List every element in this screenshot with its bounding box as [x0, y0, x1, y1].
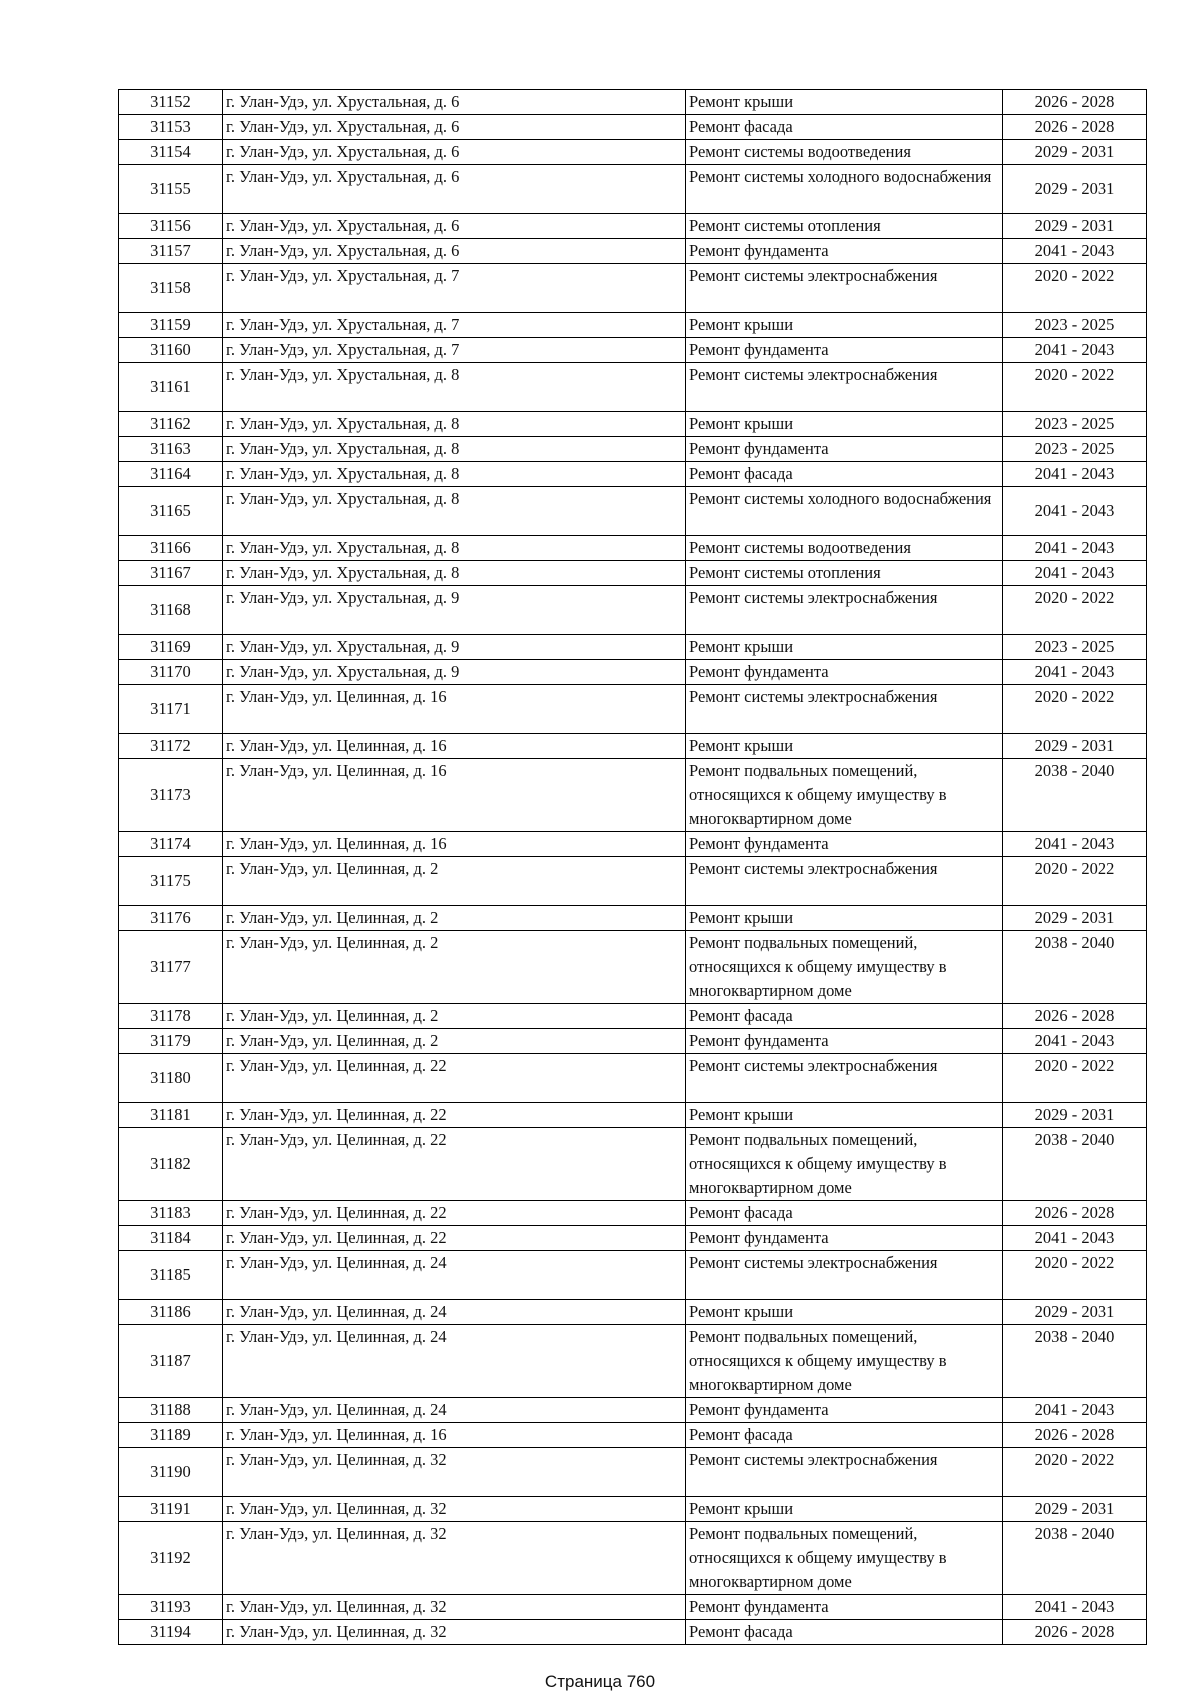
- row-number-cell: 31163: [119, 437, 223, 462]
- table-row: [119, 165, 1147, 214]
- row-number-cell: 31190: [119, 1448, 223, 1497]
- address-cell: г. Улан-Удэ, ул. Хрустальная, д. 6: [223, 239, 686, 264]
- work-type-cell: Ремонт крыши: [686, 412, 1003, 437]
- work-type-cell: Ремонт подвальных помещений, относящихся к общему имуществу в многоквартирном доме: [686, 931, 1003, 1004]
- work-type-cell: Ремонт системы электроснабжения: [686, 685, 1003, 734]
- row-number-cell: 31170: [119, 660, 223, 685]
- row-number-cell: 31181: [119, 1103, 223, 1128]
- row-number-cell: 31179: [119, 1029, 223, 1054]
- address-cell: г. Улан-Удэ, ул. Целинная, д. 2: [223, 1004, 686, 1029]
- table-row: [119, 313, 1147, 338]
- address-cell: г. Улан-Удэ, ул. Хрустальная, д. 8: [223, 412, 686, 437]
- work-type-cell: Ремонт подвальных помещений, относящихся к общему имуществу в многоквартирном доме: [686, 1128, 1003, 1201]
- period-cell: 2026 - 2028: [1003, 115, 1147, 140]
- period-cell: 2029 - 2031: [1003, 165, 1147, 214]
- work-type-cell: Ремонт системы электроснабжения: [686, 586, 1003, 635]
- row-number-cell: 31178: [119, 1004, 223, 1029]
- period-cell: 2041 - 2043: [1003, 1398, 1147, 1423]
- work-type-cell: Ремонт крыши: [686, 906, 1003, 931]
- row-number-cell: 31160: [119, 338, 223, 363]
- table-row: [119, 1325, 1147, 1398]
- row-number-cell: 31169: [119, 635, 223, 660]
- period-cell: 2020 - 2022: [1003, 685, 1147, 734]
- table-row: [119, 1128, 1147, 1201]
- row-number-cell: 31184: [119, 1226, 223, 1251]
- period-cell: 2041 - 2043: [1003, 239, 1147, 264]
- work-type-cell: Ремонт системы водоотведения: [686, 140, 1003, 165]
- work-type-cell: Ремонт крыши: [686, 90, 1003, 115]
- period-cell: 2041 - 2043: [1003, 660, 1147, 685]
- period-cell: 2041 - 2043: [1003, 1226, 1147, 1251]
- period-cell: 2038 - 2040: [1003, 1325, 1147, 1398]
- address-cell: г. Улан-Удэ, ул. Целинная, д. 2: [223, 1029, 686, 1054]
- row-number-cell: 31159: [119, 313, 223, 338]
- work-type-cell: Ремонт системы отопления: [686, 561, 1003, 586]
- work-type-cell: Ремонт фундамента: [686, 1398, 1003, 1423]
- row-number-cell: 31161: [119, 363, 223, 412]
- row-number-cell: 31187: [119, 1325, 223, 1398]
- address-cell: г. Улан-Удэ, ул. Целинная, д. 22: [223, 1201, 686, 1226]
- row-number-cell: 31167: [119, 561, 223, 586]
- table-row: [119, 536, 1147, 561]
- work-type-cell: Ремонт фундамента: [686, 660, 1003, 685]
- table-row: [119, 1029, 1147, 1054]
- address-cell: г. Улан-Удэ, ул. Хрустальная, д. 9: [223, 660, 686, 685]
- period-cell: 2029 - 2031: [1003, 1300, 1147, 1325]
- row-number-cell: 31174: [119, 832, 223, 857]
- table-row: [119, 1497, 1147, 1522]
- address-cell: г. Улан-Удэ, ул. Целинная, д. 2: [223, 857, 686, 906]
- table-row: [119, 437, 1147, 462]
- period-cell: 2020 - 2022: [1003, 1054, 1147, 1103]
- work-type-cell: Ремонт подвальных помещений, относящихся к общему имуществу в многоквартирном доме: [686, 1325, 1003, 1398]
- row-number-cell: 31166: [119, 536, 223, 561]
- table-row: [119, 1251, 1147, 1300]
- period-cell: 2038 - 2040: [1003, 759, 1147, 832]
- row-number-cell: 31171: [119, 685, 223, 734]
- document-sheet: [118, 89, 1146, 1645]
- work-type-cell: Ремонт подвальных помещений, относящихся к общему имуществу в многоквартирном доме: [686, 759, 1003, 832]
- table-row: [119, 1595, 1147, 1620]
- period-cell: 2020 - 2022: [1003, 586, 1147, 635]
- work-type-cell: Ремонт системы электроснабжения: [686, 1448, 1003, 1497]
- row-number-cell: 31173: [119, 759, 223, 832]
- period-cell: 2041 - 2043: [1003, 487, 1147, 536]
- period-cell: 2026 - 2028: [1003, 90, 1147, 115]
- table-row: [119, 140, 1147, 165]
- address-cell: г. Улан-Удэ, ул. Хрустальная, д. 8: [223, 561, 686, 586]
- work-type-cell: Ремонт подвальных помещений, относящихся к общему имуществу в многоквартирном доме: [686, 1522, 1003, 1595]
- address-cell: г. Улан-Удэ, ул. Хрустальная, д. 6: [223, 140, 686, 165]
- row-number-cell: 31156: [119, 214, 223, 239]
- work-type-cell: Ремонт системы холодного водоснабжения: [686, 487, 1003, 536]
- row-number-cell: 31193: [119, 1595, 223, 1620]
- table-row: [119, 115, 1147, 140]
- period-cell: 2041 - 2043: [1003, 832, 1147, 857]
- table-row: [119, 1103, 1147, 1128]
- work-type-cell: Ремонт крыши: [686, 1103, 1003, 1128]
- address-cell: г. Улан-Удэ, ул. Целинная, д. 32: [223, 1620, 686, 1645]
- period-cell: 2038 - 2040: [1003, 1522, 1147, 1595]
- table-row: [119, 1522, 1147, 1595]
- period-cell: 2026 - 2028: [1003, 1423, 1147, 1448]
- period-cell: 2026 - 2028: [1003, 1201, 1147, 1226]
- table-row: [119, 857, 1147, 906]
- table-row: [119, 1620, 1147, 1645]
- work-type-cell: Ремонт фундамента: [686, 239, 1003, 264]
- table-row: [119, 1398, 1147, 1423]
- row-number-cell: 31158: [119, 264, 223, 313]
- address-cell: г. Улан-Удэ, ул. Хрустальная, д. 8: [223, 462, 686, 487]
- work-type-cell: Ремонт фундамента: [686, 338, 1003, 363]
- period-cell: 2029 - 2031: [1003, 214, 1147, 239]
- work-type-cell: Ремонт системы электроснабжения: [686, 363, 1003, 412]
- address-cell: г. Улан-Удэ, ул. Хрустальная, д. 6: [223, 115, 686, 140]
- period-cell: 2020 - 2022: [1003, 1448, 1147, 1497]
- period-cell: 2029 - 2031: [1003, 1103, 1147, 1128]
- period-cell: 2026 - 2028: [1003, 1620, 1147, 1645]
- period-cell: 2023 - 2025: [1003, 437, 1147, 462]
- row-number-cell: 31153: [119, 115, 223, 140]
- address-cell: г. Улан-Удэ, ул. Целинная, д. 22: [223, 1103, 686, 1128]
- address-cell: г. Улан-Удэ, ул. Целинная, д. 24: [223, 1398, 686, 1423]
- table-row: [119, 239, 1147, 264]
- table-row: [119, 660, 1147, 685]
- work-type-cell: Ремонт фундамента: [686, 1226, 1003, 1251]
- work-type-cell: Ремонт фасада: [686, 1004, 1003, 1029]
- table-row: [119, 412, 1147, 437]
- address-cell: г. Улан-Удэ, ул. Целинная, д. 22: [223, 1226, 686, 1251]
- row-number-cell: 31188: [119, 1398, 223, 1423]
- table-row: [119, 734, 1147, 759]
- table-row: [119, 1201, 1147, 1226]
- page-number: Страница 760: [544, 1672, 656, 1691]
- table-row: [119, 906, 1147, 931]
- row-number-cell: 31155: [119, 165, 223, 214]
- work-type-cell: Ремонт фасада: [686, 462, 1003, 487]
- work-type-cell: Ремонт крыши: [686, 313, 1003, 338]
- period-cell: 2020 - 2022: [1003, 363, 1147, 412]
- period-cell: 2023 - 2025: [1003, 635, 1147, 660]
- table-row: [119, 90, 1147, 115]
- address-cell: г. Улан-Удэ, ул. Хрустальная, д. 8: [223, 363, 686, 412]
- period-cell: 2041 - 2043: [1003, 561, 1147, 586]
- table-row: [119, 561, 1147, 586]
- row-number-cell: 31165: [119, 487, 223, 536]
- table-row: [119, 1300, 1147, 1325]
- address-cell: г. Улан-Удэ, ул. Целинная, д. 24: [223, 1325, 686, 1398]
- address-cell: г. Улан-Удэ, ул. Целинная, д. 32: [223, 1522, 686, 1595]
- address-cell: г. Улан-Удэ, ул. Целинная, д. 16: [223, 685, 686, 734]
- row-number-cell: 31186: [119, 1300, 223, 1325]
- work-type-cell: Ремонт системы электроснабжения: [686, 857, 1003, 906]
- period-cell: 2041 - 2043: [1003, 1029, 1147, 1054]
- work-type-cell: Ремонт крыши: [686, 635, 1003, 660]
- period-cell: 2029 - 2031: [1003, 734, 1147, 759]
- address-cell: г. Улан-Удэ, ул. Целинная, д. 22: [223, 1128, 686, 1201]
- address-cell: г. Улан-Удэ, ул. Целинная, д. 24: [223, 1300, 686, 1325]
- period-cell: 2020 - 2022: [1003, 264, 1147, 313]
- address-cell: г. Улан-Удэ, ул. Целинная, д. 32: [223, 1595, 686, 1620]
- table-body: [119, 90, 1147, 1645]
- row-number-cell: 31176: [119, 906, 223, 931]
- table-row: [119, 487, 1147, 536]
- address-cell: г. Улан-Удэ, ул. Целинная, д. 16: [223, 832, 686, 857]
- address-cell: г. Улан-Удэ, ул. Хрустальная, д. 9: [223, 586, 686, 635]
- table-row: [119, 214, 1147, 239]
- period-cell: 2026 - 2028: [1003, 1004, 1147, 1029]
- work-type-cell: Ремонт крыши: [686, 1497, 1003, 1522]
- period-cell: 2020 - 2022: [1003, 857, 1147, 906]
- table-row: [119, 931, 1147, 1004]
- address-cell: г. Улан-Удэ, ул. Хрустальная, д. 6: [223, 214, 686, 239]
- table-row: [119, 1004, 1147, 1029]
- row-number-cell: 31183: [119, 1201, 223, 1226]
- table-row: [119, 1423, 1147, 1448]
- work-type-cell: Ремонт системы водоотведения: [686, 536, 1003, 561]
- period-cell: 2041 - 2043: [1003, 1595, 1147, 1620]
- table-row: [119, 264, 1147, 313]
- table-row: [119, 338, 1147, 363]
- table-row: [119, 1226, 1147, 1251]
- work-type-cell: Ремонт фасада: [686, 1201, 1003, 1226]
- period-cell: 2023 - 2025: [1003, 313, 1147, 338]
- work-type-cell: Ремонт фундамента: [686, 832, 1003, 857]
- address-cell: г. Улан-Удэ, ул. Хрустальная, д. 9: [223, 635, 686, 660]
- work-type-cell: Ремонт системы отопления: [686, 214, 1003, 239]
- work-type-cell: Ремонт фундамента: [686, 1595, 1003, 1620]
- address-cell: г. Улан-Удэ, ул. Хрустальная, д. 6: [223, 90, 686, 115]
- work-type-cell: Ремонт фасада: [686, 115, 1003, 140]
- table-row: [119, 685, 1147, 734]
- work-type-cell: Ремонт фасада: [686, 1423, 1003, 1448]
- table-row: [119, 832, 1147, 857]
- address-cell: г. Улан-Удэ, ул. Хрустальная, д. 7: [223, 338, 686, 363]
- work-type-cell: Ремонт крыши: [686, 1300, 1003, 1325]
- address-cell: г. Улан-Удэ, ул. Целинная, д. 22: [223, 1054, 686, 1103]
- period-cell: 2041 - 2043: [1003, 536, 1147, 561]
- address-cell: г. Улан-Удэ, ул. Хрустальная, д. 8: [223, 536, 686, 561]
- row-number-cell: 31168: [119, 586, 223, 635]
- row-number-cell: 31177: [119, 931, 223, 1004]
- address-cell: г. Улан-Удэ, ул. Хрустальная, д. 6: [223, 165, 686, 214]
- row-number-cell: 31152: [119, 90, 223, 115]
- address-cell: г. Улан-Удэ, ул. Хрустальная, д. 8: [223, 487, 686, 536]
- address-cell: г. Улан-Удэ, ул. Целинная, д. 16: [223, 734, 686, 759]
- row-number-cell: 31192: [119, 1522, 223, 1595]
- row-number-cell: 31164: [119, 462, 223, 487]
- table-row: [119, 759, 1147, 832]
- address-cell: г. Улан-Удэ, ул. Целинная, д. 32: [223, 1497, 686, 1522]
- row-number-cell: 31162: [119, 412, 223, 437]
- address-cell: г. Улан-Удэ, ул. Целинная, д. 24: [223, 1251, 686, 1300]
- work-type-cell: Ремонт фундамента: [686, 437, 1003, 462]
- repair-schedule-table: [118, 89, 1147, 1645]
- row-number-cell: 31157: [119, 239, 223, 264]
- table-row: [119, 586, 1147, 635]
- address-cell: г. Улан-Удэ, ул. Хрустальная, д. 8: [223, 437, 686, 462]
- row-number-cell: 31175: [119, 857, 223, 906]
- period-cell: 2023 - 2025: [1003, 412, 1147, 437]
- work-type-cell: Ремонт крыши: [686, 734, 1003, 759]
- work-type-cell: Ремонт системы электроснабжения: [686, 264, 1003, 313]
- period-cell: 2029 - 2031: [1003, 1497, 1147, 1522]
- row-number-cell: 31172: [119, 734, 223, 759]
- work-type-cell: Ремонт системы электроснабжения: [686, 1251, 1003, 1300]
- table-row: [119, 1054, 1147, 1103]
- row-number-cell: 31194: [119, 1620, 223, 1645]
- row-number-cell: 31182: [119, 1128, 223, 1201]
- address-cell: г. Улан-Удэ, ул. Целинная, д. 32: [223, 1448, 686, 1497]
- row-number-cell: 31189: [119, 1423, 223, 1448]
- address-cell: г. Улан-Удэ, ул. Хрустальная, д. 7: [223, 264, 686, 313]
- period-cell: 2038 - 2040: [1003, 1128, 1147, 1201]
- table-row: [119, 1448, 1147, 1497]
- period-cell: 2029 - 2031: [1003, 906, 1147, 931]
- row-number-cell: 31185: [119, 1251, 223, 1300]
- row-number-cell: 31154: [119, 140, 223, 165]
- table-row: [119, 635, 1147, 660]
- period-cell: 2041 - 2043: [1003, 338, 1147, 363]
- work-type-cell: Ремонт фундамента: [686, 1029, 1003, 1054]
- period-cell: 2038 - 2040: [1003, 931, 1147, 1004]
- address-cell: г. Улан-Удэ, ул. Целинная, д. 16: [223, 1423, 686, 1448]
- period-cell: 2041 - 2043: [1003, 462, 1147, 487]
- period-cell: 2029 - 2031: [1003, 140, 1147, 165]
- work-type-cell: Ремонт системы электроснабжения: [686, 1054, 1003, 1103]
- work-type-cell: Ремонт системы холодного водоснабжения: [686, 165, 1003, 214]
- row-number-cell: 31180: [119, 1054, 223, 1103]
- address-cell: г. Улан-Удэ, ул. Хрустальная, д. 7: [223, 313, 686, 338]
- work-type-cell: Ремонт фасада: [686, 1620, 1003, 1645]
- period-cell: 2020 - 2022: [1003, 1251, 1147, 1300]
- row-number-cell: 31191: [119, 1497, 223, 1522]
- table-row: [119, 462, 1147, 487]
- table-row: [119, 363, 1147, 412]
- address-cell: г. Улан-Удэ, ул. Целинная, д. 2: [223, 931, 686, 1004]
- address-cell: г. Улан-Удэ, ул. Целинная, д. 16: [223, 759, 686, 832]
- address-cell: г. Улан-Удэ, ул. Целинная, д. 2: [223, 906, 686, 931]
